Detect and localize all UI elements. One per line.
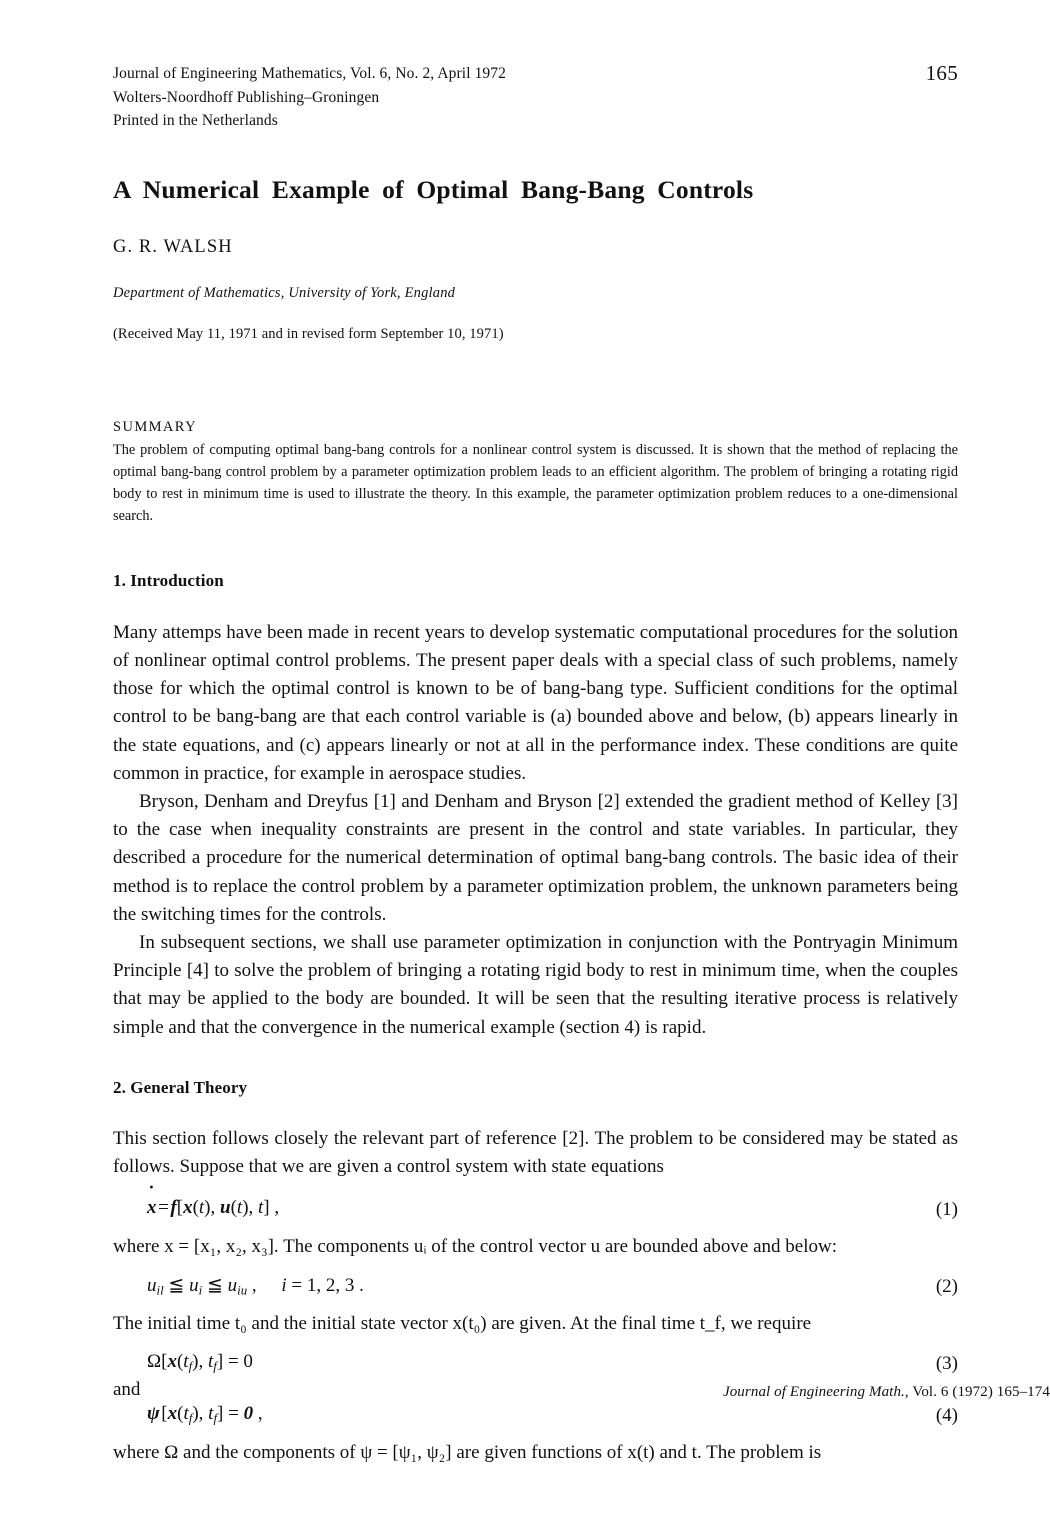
footer-journal-italic: Journal of Engineering Math., bbox=[722, 1384, 909, 1400]
summary-heading: SUMMARY bbox=[113, 418, 197, 435]
journal-citation-line: Journal of Engineering Mathematics, Vol. 6, No. 2, April 1972 bbox=[113, 65, 506, 82]
theory-paragraph-1: This section follows closely the relevant part of reference [2]. The problem to be considered may be stated as follows. Suppose that we are given a control system with state equations bbox=[113, 1127, 958, 1177]
text-after-equation-4: where Ω and the components of ψ = [ψ₁, ψ₂] are given functions of x(t) and t. The problem is bbox=[113, 1442, 822, 1464]
section-heading-general-theory: 2. General Theory bbox=[113, 1077, 248, 1097]
equation-3-number: (3) bbox=[935, 1352, 958, 1374]
equation-1 bbox=[113, 1197, 958, 1223]
equation-2-body: $u_{il}$ ≦ $u_i$ ≦ $u_{iu}$ , i = 1, 2, 3 . bbox=[147, 1275, 364, 1298]
text-after-equation-1: where x = [x₁, x₂, x₃]. The components uᵢ of the control vector u are bounded above and below: bbox=[113, 1236, 837, 1258]
page-number: 165 bbox=[925, 61, 958, 85]
page-content bbox=[113, 62, 958, 1468]
intro-paragraph-1: Many attemps have been made in recent years to develop systematic computational procedures for the solution of nonlinear optimal control problems. The present paper deals with a special class of such problems, namely those for which the optimal control is known to be of bang-bang type. Sufficient conditions for the optimal control to be bang-bang are that each control variable is (a) bounded above and below, (b) appears linearly in the state equations, and (c) appears linearly or not at all in the performance index. These conditions are quite common in practice, for example in aerospace studies. bbox=[113, 621, 958, 784]
equation-1-body: x ˙ = f[x(t), u(t), t] , bbox=[147, 1197, 279, 1219]
masthead bbox=[113, 62, 958, 133]
equation-1-number: (1) bbox=[935, 1199, 958, 1221]
publisher-line: Wolters-Noordhoff Publishing–Groningen bbox=[113, 88, 380, 106]
summary-text: The problem of computing optimal bang-bang controls for a nonlinear control system is discussed. It is shown that the method of replacing the optimal bang-bang control problem by a parameter optimization problem leads to an efficient algorithm. The problem of bringing a rotating rigid body to rest in minimum time is used to illustrate the theory. In this example, the parameter optimization problem reduces to a one-dimensional search. bbox=[113, 441, 958, 524]
footer-volume-roman: Vol. 6 (1972) 165–174 bbox=[908, 1384, 1050, 1400]
intro-paragraph-3: In subsequent sections, we shall use parameter optimization in conjunction with the Pontryagin Minimum Principle [4] to solve the problem of bringing a rotating rigid body to rest in minimum time, when the couples that may be applied to the body are bounded. It will be seen that the resulting iterative process is relatively simple and that the convergence in the numerical example (section 4) is rapid. bbox=[113, 931, 958, 1038]
equation-2-number: (2) bbox=[935, 1276, 958, 1298]
received-date: (Received May 11, 1971 and in revised form September 10, 1971) bbox=[113, 325, 504, 342]
page-title: A Numerical Example of Optimal Bang-Bang Controls bbox=[113, 174, 754, 204]
summary-section bbox=[113, 419, 958, 527]
page-footer bbox=[723, 1384, 1050, 1401]
author-name: G. R. WALSH bbox=[113, 236, 233, 257]
intro-paragraph-2: Bryson, Denham and Dreyfus [1] and Denham and Bryson [2] extended the gradient method of Kelley [3] to the case when inequality constraints are present in the control and state variables. In particular, they described a procedure for the numerical determination of optimal bang-bang controls. The basic idea of their method is to replace the control problem by a parameter optimization problem, the unknown parameters being the switching times for the controls. bbox=[113, 790, 958, 925]
section-heading-introduction: 1. Introduction bbox=[113, 570, 224, 590]
equation-3 bbox=[113, 1351, 958, 1377]
equation-4-number: (4) bbox=[935, 1405, 958, 1427]
equation-2 bbox=[113, 1274, 958, 1300]
text-after-equation-2: The initial time t₀ and the initial state vector x(t₀) are given. At the final time t_f, we require bbox=[113, 1313, 812, 1335]
printed-in-line: Printed in the Netherlands bbox=[113, 112, 278, 130]
equation-4 bbox=[113, 1403, 958, 1429]
equation-3-body: $\Omega[x(t_f)$, $t_f] = 0$ bbox=[147, 1350, 253, 1374]
author-affiliation: Department of Mathematics, University of York, England bbox=[113, 284, 456, 301]
and-connector: and bbox=[113, 1378, 141, 1400]
equation-4-body: ψ [$x(t_f)$, $t_f] = 0$ , bbox=[147, 1403, 263, 1426]
